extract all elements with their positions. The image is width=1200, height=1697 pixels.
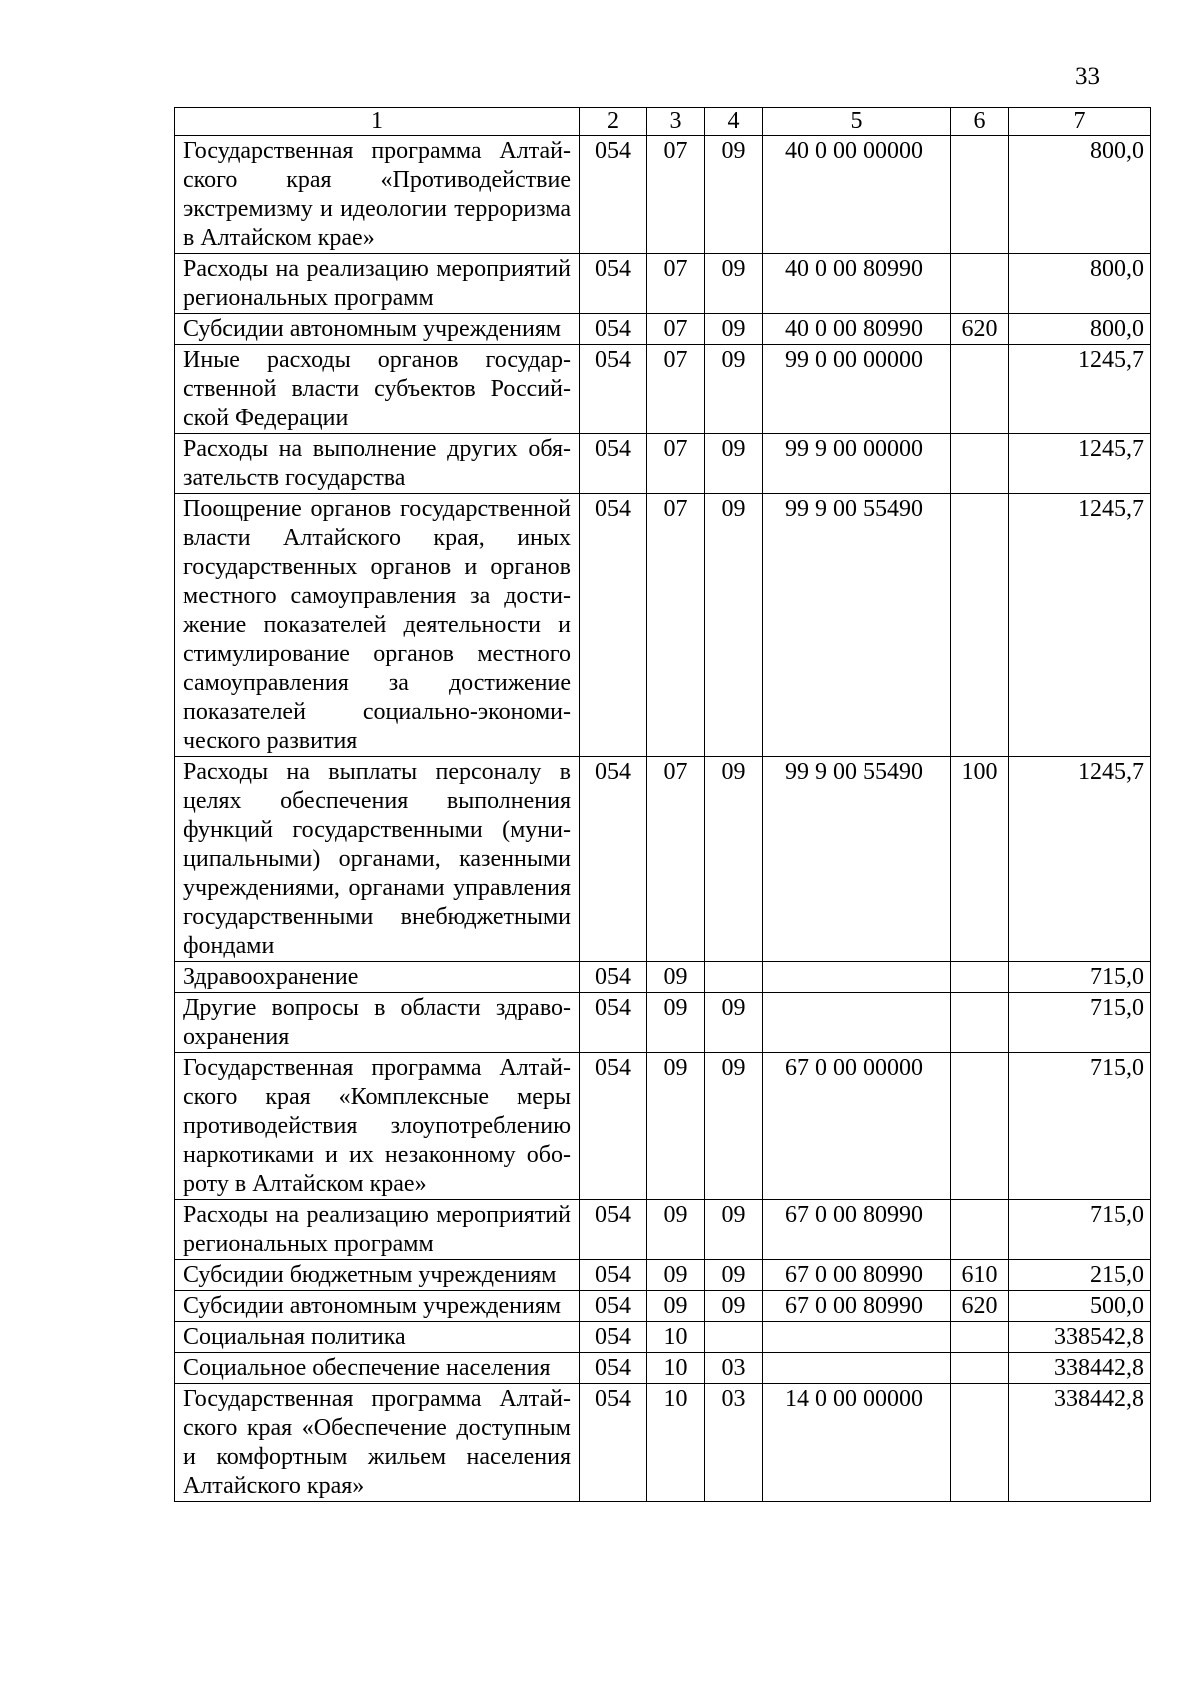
header-cell-5: 5 [763, 108, 951, 136]
row-col4-cell: 09 [705, 1053, 763, 1200]
row-col7-cell: 800,0 [1009, 254, 1151, 314]
row-col4-cell: 03 [705, 1384, 763, 1502]
header-cell-3: 3 [647, 108, 705, 136]
row-col7-cell: 1245,7 [1009, 345, 1151, 434]
row-col2-cell: 054 [580, 1291, 647, 1322]
row-col6-cell [951, 1322, 1009, 1353]
row-col3-cell: 09 [647, 993, 705, 1053]
header-cell-7: 7 [1009, 108, 1151, 136]
row-col5-cell: 99 0 00 00000 [763, 345, 951, 434]
row-name-cell: Государственная программа Алтайского края «Комплексные меры противодействия злоупотреблению наркотиками и их незаконному обороту в Алтайском крае» [175, 1053, 580, 1200]
row-col3-cell: 07 [647, 757, 705, 962]
row-col6-cell: 620 [951, 1291, 1009, 1322]
table-row [175, 434, 1151, 494]
row-col5-cell [763, 962, 951, 993]
table-row [175, 1384, 1151, 1502]
header-cell-2: 2 [580, 108, 647, 136]
table-row [175, 136, 1151, 254]
row-name-cell: Субсидии бюджетным учреждениям [175, 1260, 580, 1291]
table-row [175, 1053, 1151, 1200]
row-col5-cell [763, 993, 951, 1053]
row-col6-cell [951, 494, 1009, 757]
row-col2-cell: 054 [580, 254, 647, 314]
row-col3-cell: 07 [647, 136, 705, 254]
row-col2-cell: 054 [580, 1353, 647, 1384]
row-name-cell: Расходы на реализацию мероприятий региональных программ [175, 254, 580, 314]
row-col2-cell: 054 [580, 434, 647, 494]
row-name-cell: Поощрение органов государственной власти Алтайского края, иных государственных органов и органов местного самоуправления за достижение показателей деятельности и стимулирование органов местного самоуправления за достижение показателей социально-экономического развития [175, 494, 580, 757]
row-col6-cell [951, 1353, 1009, 1384]
header-cell-4: 4 [705, 108, 763, 136]
row-col7-cell: 715,0 [1009, 1200, 1151, 1260]
row-name-cell: Расходы на реализацию мероприятий региональных программ [175, 1200, 580, 1260]
row-col6-cell [951, 136, 1009, 254]
row-col7-cell: 800,0 [1009, 136, 1151, 254]
row-col2-cell: 054 [580, 757, 647, 962]
row-col3-cell: 09 [647, 1291, 705, 1322]
row-name-cell: Государственная программа Алтайского края «Обеспечение доступным и комфортным жильем населения Алтайского края» [175, 1384, 580, 1502]
row-col4-cell [705, 962, 763, 993]
row-col6-cell: 620 [951, 314, 1009, 345]
row-col6-cell [951, 254, 1009, 314]
row-col3-cell: 07 [647, 345, 705, 434]
table-row [175, 1260, 1151, 1291]
row-name-cell: Социальное обеспечение населения [175, 1353, 580, 1384]
row-col2-cell: 054 [580, 494, 647, 757]
row-col2-cell: 054 [580, 993, 647, 1053]
row-col5-cell: 67 0 00 00000 [763, 1053, 951, 1200]
row-col3-cell: 09 [647, 1200, 705, 1260]
row-col7-cell: 1245,7 [1009, 434, 1151, 494]
row-col2-cell: 054 [580, 1384, 647, 1502]
row-col4-cell [705, 1322, 763, 1353]
row-col7-cell: 338442,8 [1009, 1384, 1151, 1502]
row-col5-cell: 40 0 00 80990 [763, 254, 951, 314]
row-col3-cell: 10 [647, 1322, 705, 1353]
row-col3-cell: 07 [647, 434, 705, 494]
page-number: 33 [1075, 63, 1100, 90]
row-col3-cell: 09 [647, 962, 705, 993]
row-col4-cell: 09 [705, 494, 763, 757]
row-col3-cell: 09 [647, 1053, 705, 1200]
row-col5-cell: 40 0 00 00000 [763, 136, 951, 254]
row-col6-cell [951, 1384, 1009, 1502]
table-row [175, 345, 1151, 434]
row-col2-cell: 054 [580, 1322, 647, 1353]
row-col7-cell: 715,0 [1009, 993, 1151, 1053]
row-col4-cell: 09 [705, 254, 763, 314]
row-col5-cell [763, 1353, 951, 1384]
row-col4-cell: 09 [705, 136, 763, 254]
row-col4-cell: 09 [705, 314, 763, 345]
row-col6-cell [951, 993, 1009, 1053]
row-col3-cell: 07 [647, 314, 705, 345]
row-col4-cell: 09 [705, 434, 763, 494]
row-col5-cell: 67 0 00 80990 [763, 1200, 951, 1260]
row-col6-cell [951, 345, 1009, 434]
row-col2-cell: 054 [580, 1260, 647, 1291]
row-col2-cell: 054 [580, 962, 647, 993]
row-col3-cell: 07 [647, 494, 705, 757]
row-name-cell: Иные расходы органов государственной власти субъектов Российской Федерации [175, 345, 580, 434]
table-row [175, 1322, 1151, 1353]
row-col7-cell: 500,0 [1009, 1291, 1151, 1322]
row-name-cell: Государственная программа Алтайского края «Противодействие экстремизму и идеологии терроризма в Алтайском крае» [175, 136, 580, 254]
row-col7-cell: 1245,7 [1009, 757, 1151, 962]
row-col2-cell: 054 [580, 345, 647, 434]
header-cell-6: 6 [951, 108, 1009, 136]
row-col5-cell: 67 0 00 80990 [763, 1291, 951, 1322]
row-col6-cell: 610 [951, 1260, 1009, 1291]
table-row [175, 494, 1151, 757]
row-col2-cell: 054 [580, 136, 647, 254]
header-cell-1: 1 [175, 108, 580, 136]
header-row [175, 108, 1151, 136]
row-col3-cell: 10 [647, 1353, 705, 1384]
row-col5-cell: 67 0 00 80990 [763, 1260, 951, 1291]
table-row [175, 1291, 1151, 1322]
row-col6-cell: 100 [951, 757, 1009, 962]
row-col2-cell: 054 [580, 1053, 647, 1200]
row-col5-cell: 99 9 00 55490 [763, 494, 951, 757]
row-col7-cell: 1245,7 [1009, 494, 1151, 757]
row-col3-cell: 07 [647, 254, 705, 314]
row-name-cell: Субсидии автономным учреждениям [175, 314, 580, 345]
row-name-cell: Субсидии автономным учреждениям [175, 1291, 580, 1322]
row-col2-cell: 054 [580, 314, 647, 345]
row-col4-cell: 09 [705, 1291, 763, 1322]
row-col5-cell [763, 1322, 951, 1353]
table-row [175, 962, 1151, 993]
row-col4-cell: 09 [705, 757, 763, 962]
row-col7-cell: 215,0 [1009, 1260, 1151, 1291]
row-col7-cell: 338542,8 [1009, 1322, 1151, 1353]
table-row [175, 993, 1151, 1053]
row-col5-cell: 99 9 00 00000 [763, 434, 951, 494]
table-row [175, 757, 1151, 962]
row-col5-cell: 99 9 00 55490 [763, 757, 951, 962]
row-col4-cell: 09 [705, 1200, 763, 1260]
row-name-cell: Социальная политика [175, 1322, 580, 1353]
row-col7-cell: 715,0 [1009, 962, 1151, 993]
row-col3-cell: 10 [647, 1384, 705, 1502]
row-col7-cell: 715,0 [1009, 1053, 1151, 1200]
row-col6-cell [951, 1053, 1009, 1200]
row-col4-cell: 09 [705, 993, 763, 1053]
row-name-cell: Здравоохранение [175, 962, 580, 993]
row-col4-cell: 03 [705, 1353, 763, 1384]
row-col5-cell: 14 0 00 00000 [763, 1384, 951, 1502]
row-col3-cell: 09 [647, 1260, 705, 1291]
row-col6-cell [951, 434, 1009, 494]
row-col2-cell: 054 [580, 1200, 647, 1260]
row-col7-cell: 338442,8 [1009, 1353, 1151, 1384]
row-name-cell: Другие вопросы в области здравоохранения [175, 993, 580, 1053]
row-name-cell: Расходы на выполнение других обязательств государства [175, 434, 580, 494]
table-body [175, 108, 1151, 1502]
table-row [175, 254, 1151, 314]
row-col4-cell: 09 [705, 345, 763, 434]
table-row [175, 1353, 1151, 1384]
row-col6-cell [951, 962, 1009, 993]
row-col7-cell: 800,0 [1009, 314, 1151, 345]
table-row [175, 1200, 1151, 1260]
table-row [175, 314, 1151, 345]
row-col6-cell [951, 1200, 1009, 1260]
row-col4-cell: 09 [705, 1260, 763, 1291]
budget-table [174, 107, 1151, 1502]
row-col5-cell: 40 0 00 80990 [763, 314, 951, 345]
row-name-cell: Расходы на выплаты персоналу в целях обеспечения выполнения функций государственными (муниципальными) органами, казенными учреждениями, органами управления государственными внебюджетными фондами [175, 757, 580, 962]
